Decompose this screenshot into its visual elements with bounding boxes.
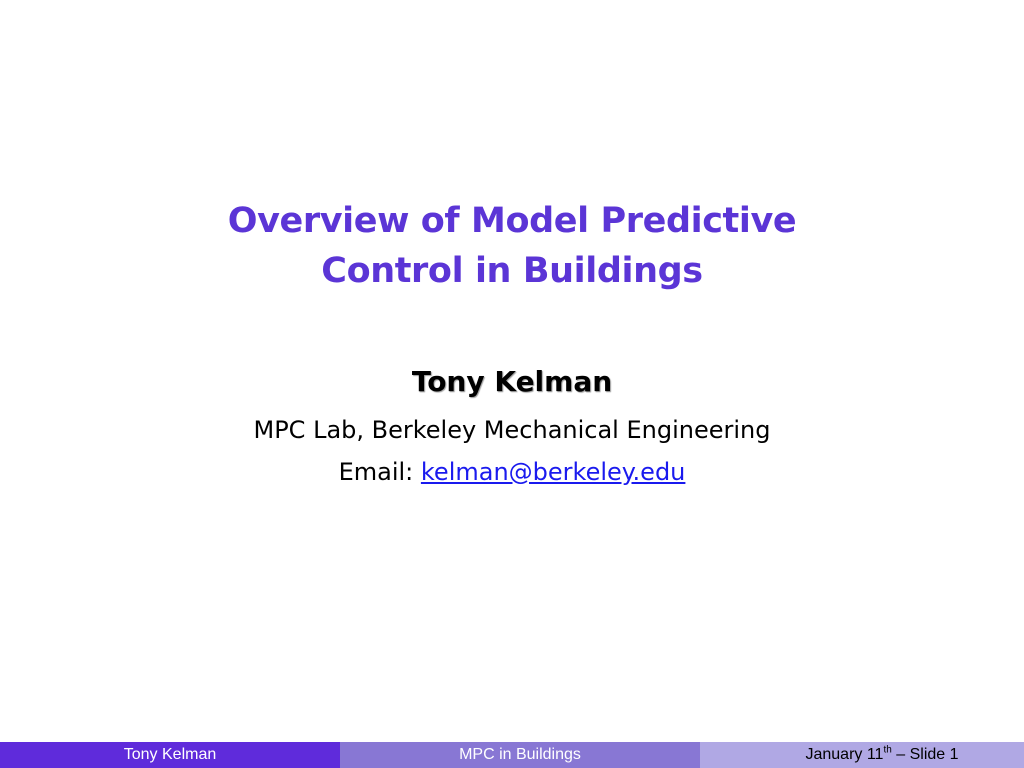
title-line-1: Overview of Model Predictive: [227, 201, 797, 241]
title-line-2: Control in Buildings: [321, 251, 703, 291]
footer-date-slide-text: [700, 742, 1024, 768]
email-line: [0, 452, 1024, 492]
footer-date-slide: [700, 742, 1024, 768]
email-label: Email:: [338, 458, 421, 486]
author-name-text: Tony Kelman: [411, 365, 613, 398]
footer-title: MPC in Buildings: [340, 742, 700, 768]
footer-author: Tony Kelman: [0, 742, 340, 768]
footer-date: January 11: [805, 746, 884, 763]
slide-title: [0, 196, 1024, 296]
author-name: [0, 362, 1024, 402]
footer-date-suffix: th: [883, 744, 892, 756]
footer-slide-number: – Slide 1: [891, 746, 959, 763]
email-link[interactable]: kelman@berkeley.edu: [420, 458, 686, 486]
affiliation: MPC Lab, Berkeley Mechanical Engineering: [253, 416, 771, 444]
footer-bar: [0, 742, 1024, 768]
